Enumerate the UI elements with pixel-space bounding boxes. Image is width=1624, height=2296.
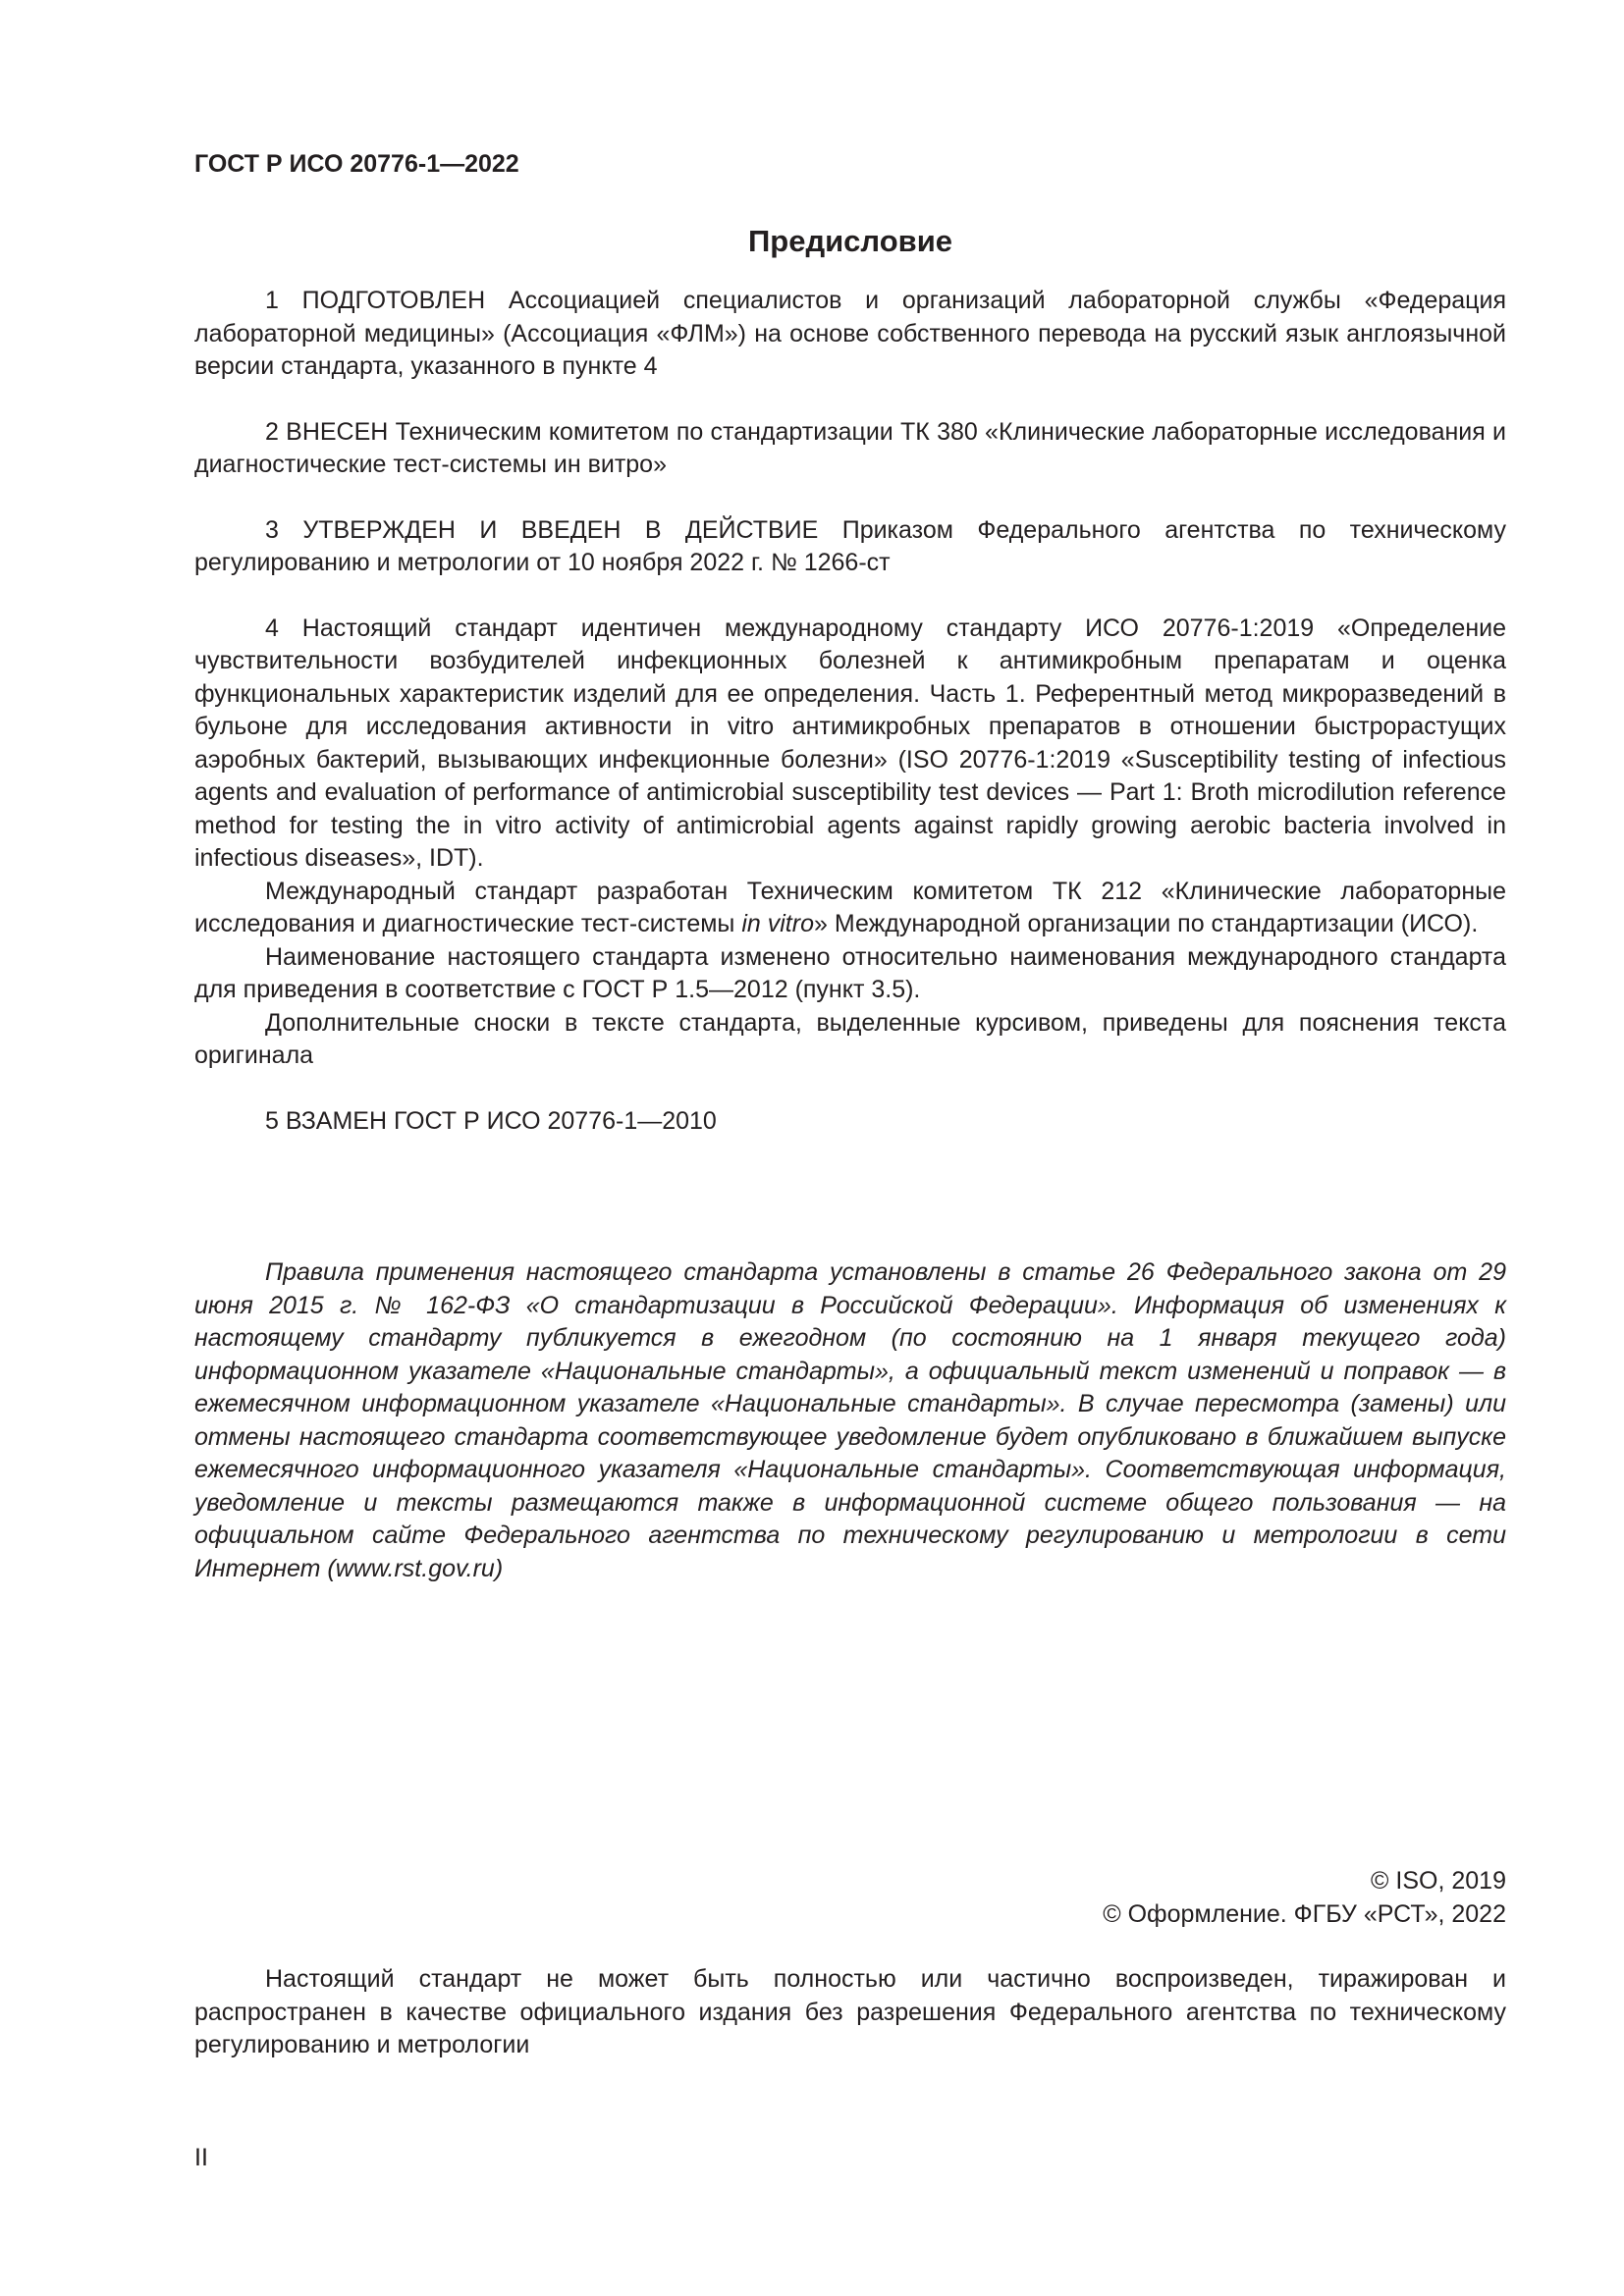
copyright-block (1103, 1865, 1506, 1931)
reproduction-notice: Настоящий стандарт не может быть полностью или частично воспроизведен, тиражирован и распространен в качестве официального издания без разрешения Федерального агентства по техническому регулированию и метрологии (194, 1965, 1506, 2058)
paragraph-footnotes: Дополнительные сноски в тексте стандарта, выделенные курсивом, приведены для пояснения текста оригинала (194, 1008, 1506, 1069)
paragraph-developed-by (194, 876, 1506, 941)
copyright-iso: © ISO, 2019 (1371, 1867, 1506, 1895)
page-title: Предисловие (747, 224, 952, 258)
paragraph-prepared: 1 ПОДГОТОВЛЕН Ассоциацией специалистов и организаций лабораторной службы «Федерация лабораторной медицины» (Ассоциация «ФЛМ») на основе собственного перевода на русский язык англоязычной версии стандарта, указанного в пункте 4 (194, 287, 1506, 380)
paragraph-introduced: 2 ВНЕСЕН Техническим комитетом по стандартизации ТК 380 «Клинические лабораторные исследования и диагностические тест-системы ин витро» (194, 417, 1506, 478)
in-vitro-italic: in vitro (741, 910, 814, 937)
paragraph-approved: 3 УТВЕРЖДЕН И ВВЕДЕН В ДЕЙСТВИЕ Приказом Федерального агентства по техническому регулированию и метрологии от 10 ноября 2022 г. № 1266-ст (194, 515, 1506, 576)
application-rules-notice: Правила применения настоящего стандарта установлены в статье 26 Федерального закона от 29 июня 2015 г. № 162-ФЗ «О стандартизации в Российской Федерации». Информация об изменениях к настоящему стандарту публикуется в ежегодном (по состоянию на 1 января текущего года) информационном указателе «Национальные стандарты», а официальный текст изменений и поправок — в ежемесячном информационном указателе «Национальные стандарты». В случае пересмотра (замены) или отмены настоящего стандарта соответствующее уведомление будет опубликовано в ближайшем выпуске ежемесячного информационного указателя «Национальные стандарты». Соответствующая информация, уведомление и тексты размещаются также в информационной системе общего пользования — на официальном сайте Федерального агентства по техническому регулированию и метрологии в сети Интернет (www.rst.gov.ru) (194, 1258, 1506, 1582)
page-number: II (194, 2144, 208, 2171)
developed-by-text-start: Международный стандарт разработан Техническим комитетом ТК 212 «Клинические лабораторные исследования и диагностические тест-системы (194, 877, 1506, 937)
paragraph-replaces: 5 ВЗАМЕН ГОСТ Р ИСО 20776-1—2010 (265, 1106, 717, 1135)
paragraph-name-changed: Наименование настоящего стандарта изменено относительно наименования международного стандарта для приведения в соответствие с ГОСТ Р 1.5—2012 (пункт 3.5). (194, 942, 1506, 1003)
foreword-body (194, 285, 1506, 1138)
copyright-rst: © Оформление. ФГБУ «РСТ», 2022 (1103, 1899, 1506, 1928)
developed-by-text-end: » Международной организации по стандартизации (ИСО). (813, 910, 1479, 937)
paragraph-identical: 4 Настоящий стандарт идентичен международному стандарту ИСО 20776-1:2019 «Определение чувствительности возбудителей инфекционных болезней к антимикробным препаратам и оценка функциональных характеристик изделий для ее определения. Часть 1. Референтный метод микроразведений в бульоне для исследования активности in vitro антимикробных препаратов в отношении быстрорастущих аэробных бактерий, вызывающих инфекционные болезни» (ISO 20776-1:2019 «Susceptibility testing of infectious agents and evaluation of performance of antimicrobial susceptibility test devices — Part 1: Broth microdilution reference method for testing the in vitro activity of antimicrobial agents against rapidly growing aerobic bacteria involved in infectious diseases», IDT). (194, 614, 1506, 872)
standard-code: ГОСТ Р ИСО 20776-1—2022 (194, 150, 519, 178)
